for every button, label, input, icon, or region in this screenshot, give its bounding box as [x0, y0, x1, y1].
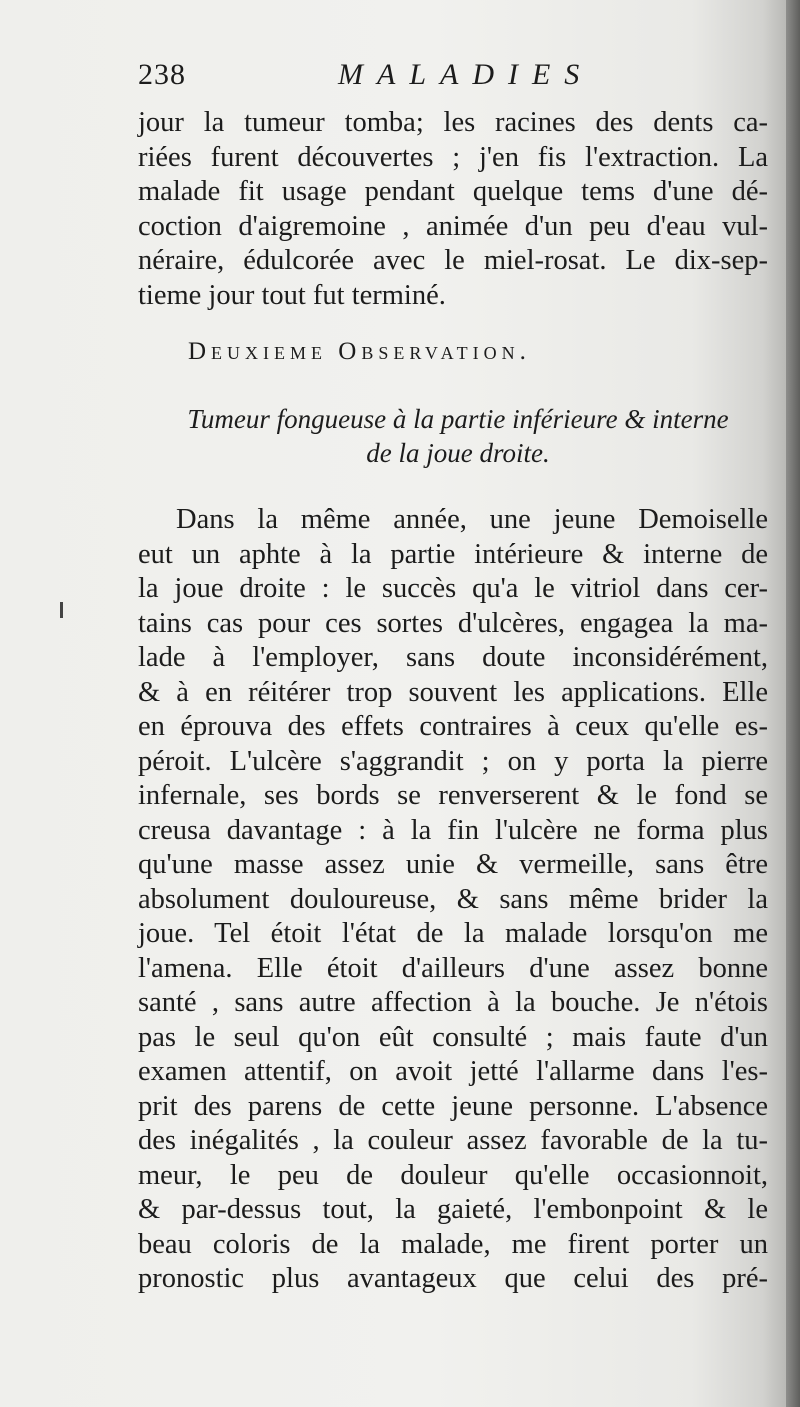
text-line: beau coloris de la malade, me firent porter un	[138, 1228, 768, 1260]
text-line: absolument douloureuse, & sans même brider la	[138, 883, 768, 915]
text-line: joue. Tel étoit l'état de la malade lorsqu'on me	[138, 918, 768, 949]
text-line: prit des parens de cette jeune personne. L'absence	[138, 1090, 768, 1122]
margin-mark	[60, 602, 63, 618]
text-line: creusa davantage : à la fin l'ulcère ne forma plus	[138, 814, 768, 846]
main-paragraph	[138, 503, 768, 1297]
subtitle-line: de la joue droite.	[366, 438, 550, 468]
text-line: néraire, édulcorée avec le miel-rosat. Le dix-sep-	[138, 245, 768, 276]
text-line: tains cas pour ces sortes d'ulcères, engagea la ma-	[138, 607, 768, 639]
text-line: Dans la même année, une jeune Demoiselle	[176, 504, 768, 535]
text-line: riées furent découvertes ; j'en fis l'extraction. La	[138, 141, 768, 173]
text-line: l'amena. Elle étoit d'ailleurs d'une assez bonne	[138, 952, 768, 984]
text-line: eut un aphte à la partie intérieure & interne de	[138, 538, 768, 570]
text-line: examen attentif, on avoit jetté l'allarme dans l'es-	[138, 1056, 768, 1087]
book-gutter	[786, 0, 800, 1407]
text-line: qu'une masse assez unie & vermeille, sans être	[138, 849, 768, 880]
text-line: pronostic plus avantageux que celui des pré-	[138, 1263, 768, 1294]
text-line: coction d'aigremoine , animée d'un peu d'eau vul-	[138, 210, 768, 242]
text-line: lade à l'employer, sans doute inconsidérément,	[138, 642, 768, 673]
text-line: la joue droite : le succès qu'a le vitriol dans cer-	[138, 573, 768, 604]
text-line: jour la tumeur tomba; les racines des dents ca-	[138, 107, 768, 138]
page-header	[138, 58, 763, 98]
text-line: santé , sans autre affection à la bouche. Je n'étois	[138, 987, 768, 1018]
text-line: malade fit usage pendant quelque tems d'une dé-	[138, 176, 768, 207]
page-number: 238	[138, 58, 186, 91]
text-line: péroit. L'ulcère s'aggrandit ; on y porta la pierre	[138, 745, 768, 777]
text-line: pas le seul qu'on eût consulté ; mais faute d'un	[138, 1021, 768, 1053]
text-line: tieme jour tout fut terminé.	[138, 279, 446, 311]
running-head: MALADIES	[338, 58, 594, 91]
text-line: & à en réitérer trop souvent les applications. Elle	[138, 676, 768, 708]
observation-title: Deuxieme Observation.	[188, 338, 531, 365]
subtitle-line: Tumeur fongueuse à la partie inférieure & interne	[187, 404, 729, 434]
text-line: en éprouva des effets contraires à ceux qu'elle es-	[138, 711, 768, 742]
text-line: & par-dessus tout, la gaieté, l'embonpoint & le	[138, 1194, 768, 1225]
top-paragraph	[138, 106, 768, 313]
text-line: meur, le peu de douleur qu'elle occasionnoit,	[138, 1159, 768, 1191]
observation-subtitle	[138, 402, 778, 470]
text-line: infernale, ses bords se renverserent & le fond se	[138, 780, 768, 811]
text-line: des inégalités , la couleur assez favorable de la tu-	[138, 1125, 768, 1156]
